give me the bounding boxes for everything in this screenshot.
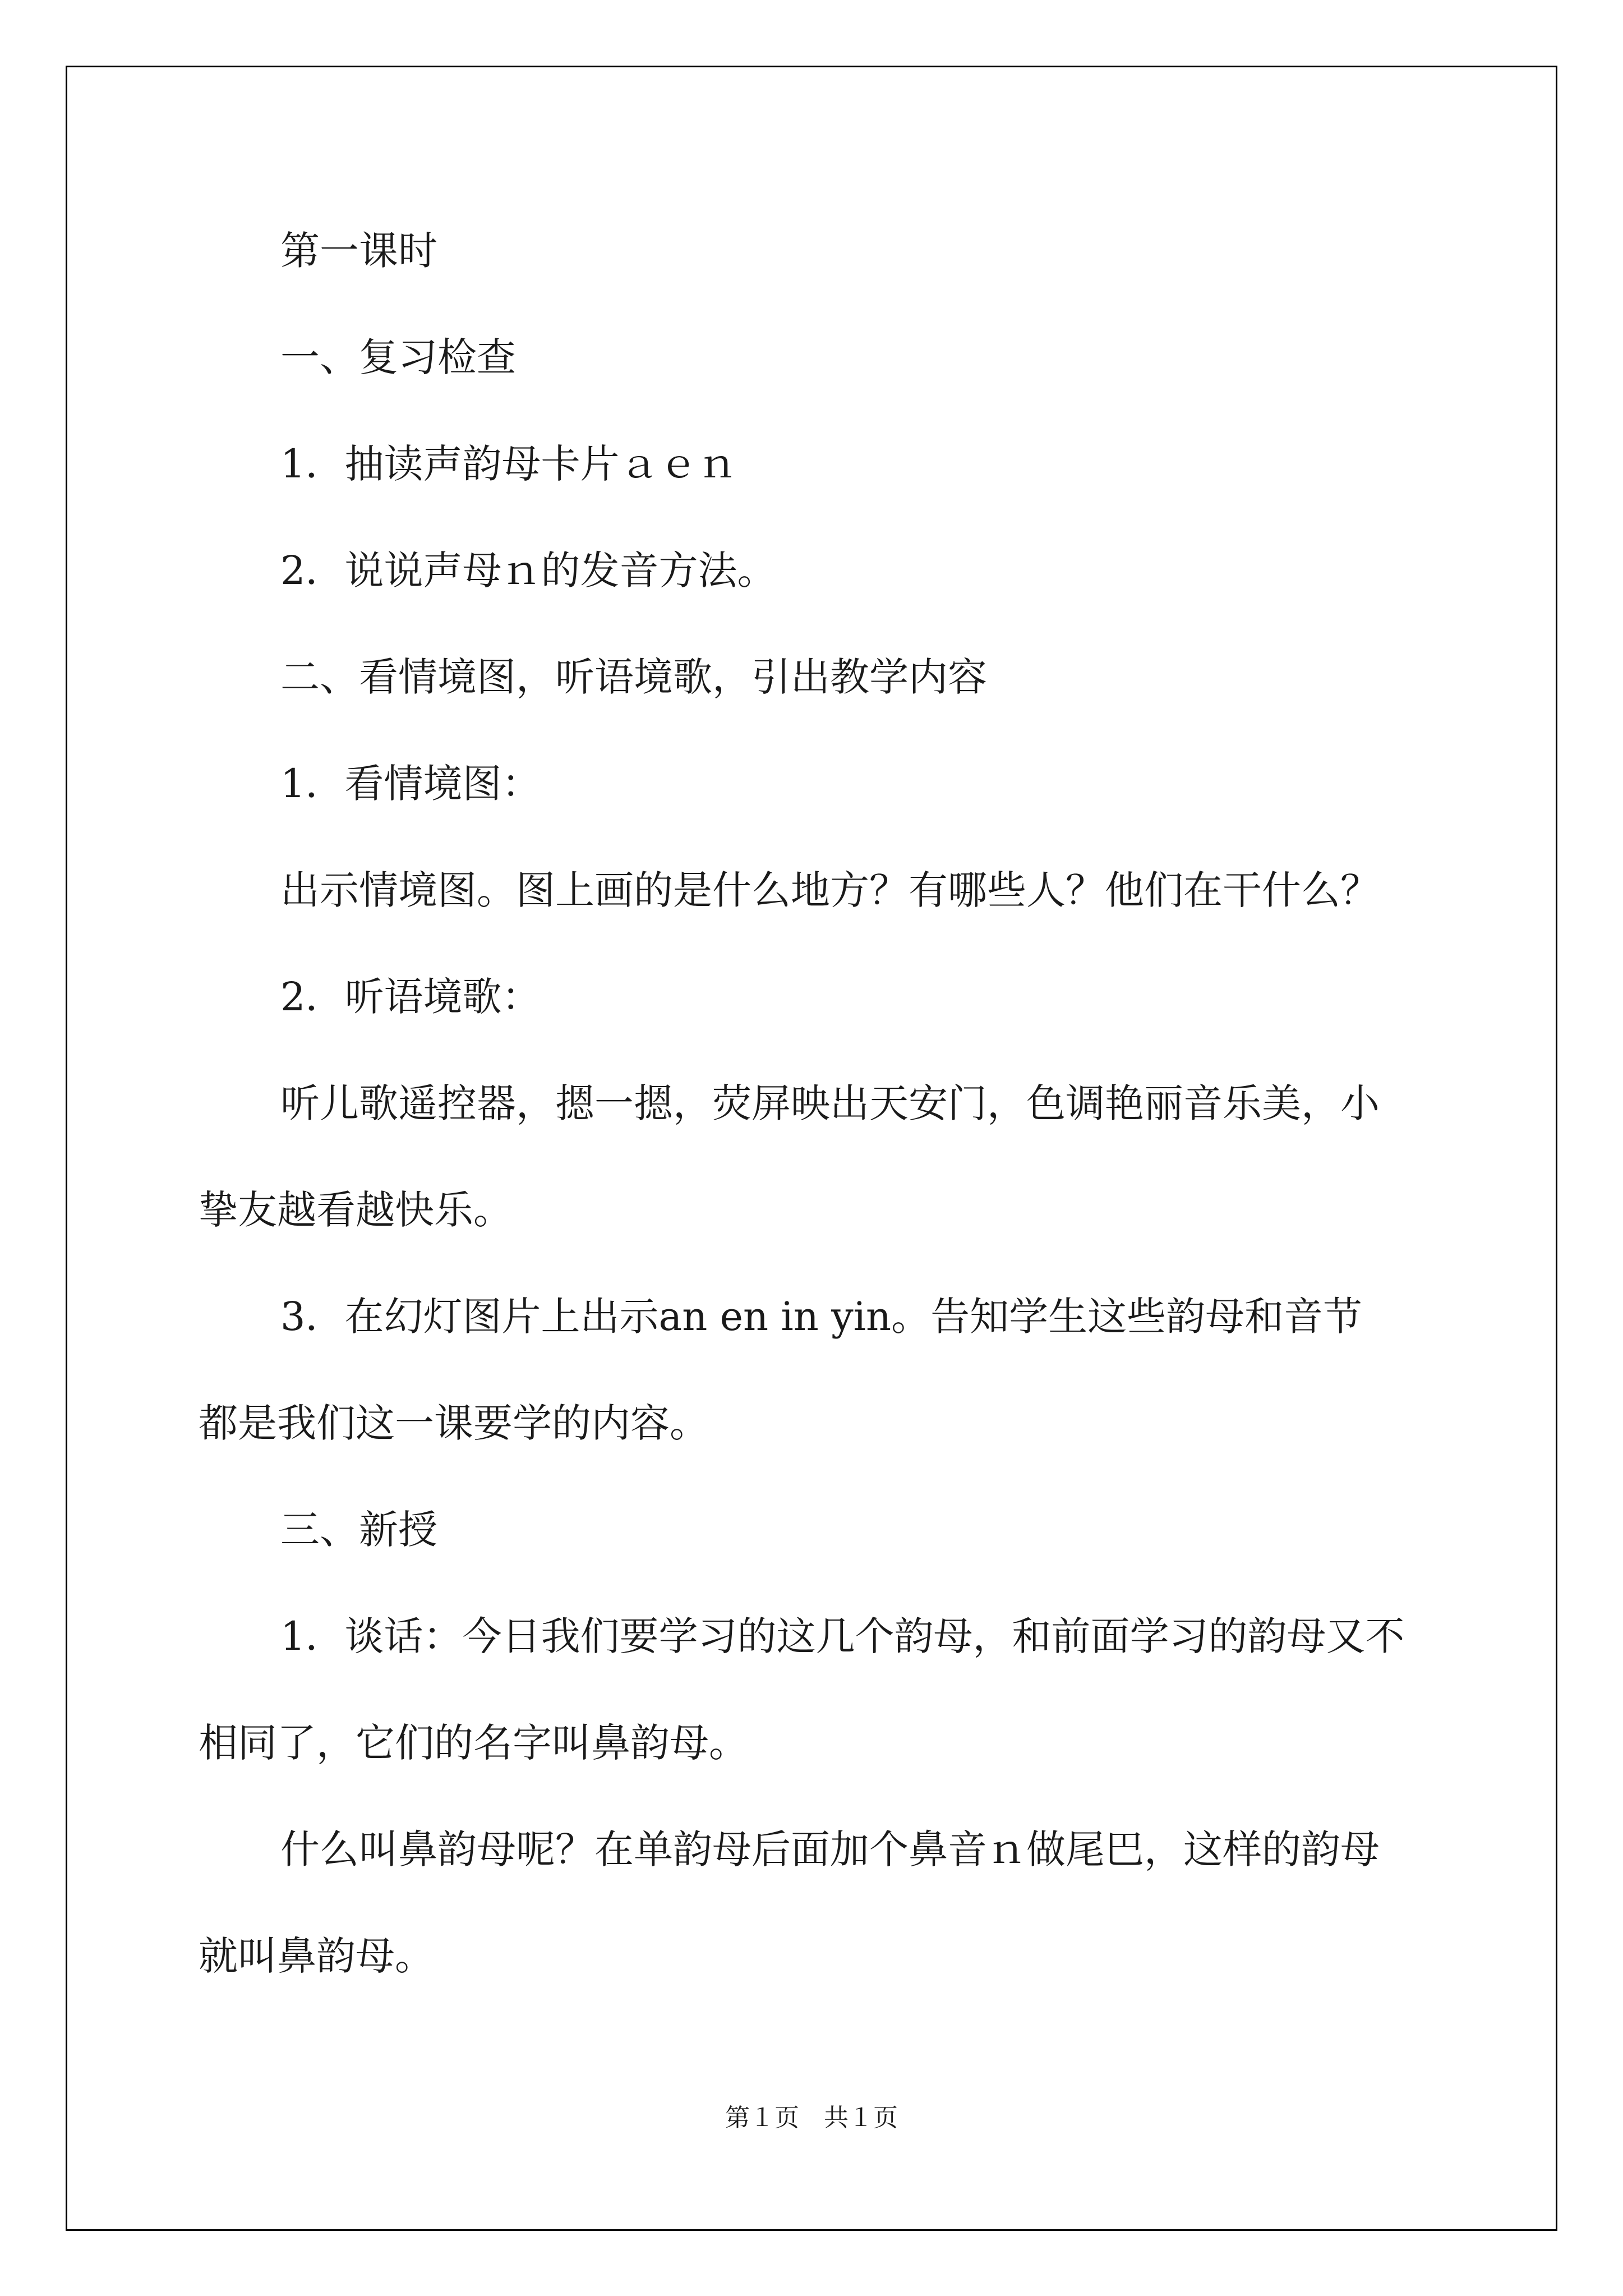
page-footer: 第１页 共１页	[725, 2104, 898, 2132]
paragraph-item-2-1-text: 出示情境图。图上画的是什么地方？有哪些人？他们在干什么？	[280, 867, 1380, 913]
paragraph-item-1-2: 2．说说声母ｎ的发音方法。	[280, 547, 777, 593]
paragraph-nasal-definition-cont: 就叫鼻韵母。	[199, 1933, 434, 1979]
page-border	[66, 66, 1557, 2231]
paragraph-lesson-title: 第一课时	[280, 228, 437, 274]
paragraph-item-2-1: 1．看情境图：	[280, 761, 541, 807]
paragraph-item-3-1: 1．谈话：今日我们要学习的这几个韵母，和前面学习的韵母又不	[280, 1613, 1405, 1659]
paragraph-section-2: 二、看情境图，听语境歌，引出教学内容	[280, 654, 987, 700]
paragraph-section-1: 一、复习检查	[280, 334, 516, 380]
paragraph-item-2-2: 2．听语境歌：	[280, 974, 541, 1020]
paragraph-item-1-1: 1．抽读声韵母卡片ａｅｎ	[280, 441, 737, 487]
paragraph-item-3-1-cont: 相同了，它们的名字叫鼻韵母。	[199, 1720, 748, 1766]
paragraph-nasal-definition: 什么叫鼻韵母呢？在单韵母后面加个鼻音ｎ做尾巴，这样的韵母	[280, 1826, 1380, 1872]
paragraph-section-3: 三、新授	[280, 1507, 437, 1553]
paragraph-song-line-2: 挚友越看越快乐。	[199, 1187, 513, 1233]
paragraph-item-2-3-cont: 都是我们这一课要学的内容。	[199, 1400, 709, 1446]
paragraph-item-2-3: 3．在幻灯图片上出示an en in yin。告知学生这些韵母和音节	[280, 1294, 1363, 1340]
paragraph-song-line-1: 听儿歌遥控器，摁一摁，荧屏映出天安门，色调艳丽音乐美，小	[280, 1080, 1380, 1126]
